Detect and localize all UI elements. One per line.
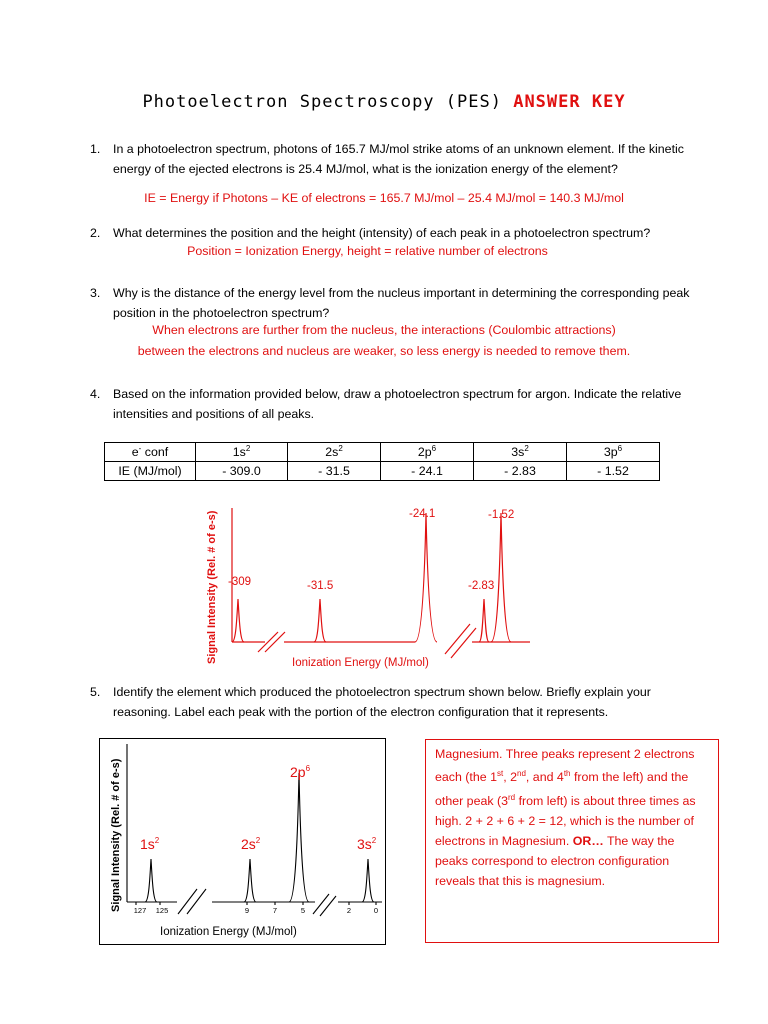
peak-label: -24.1 xyxy=(409,508,436,520)
table-cell: - 24.1 xyxy=(381,462,474,481)
tick-label: 125 xyxy=(155,906,169,915)
tick-label: 2 xyxy=(346,906,352,915)
table-row xyxy=(105,443,660,462)
table-cell: $2s^2$ xyxy=(288,443,381,462)
table-cell: - 2.83 xyxy=(474,462,567,481)
peak-2s xyxy=(244,859,256,902)
peak-label-3s: $3s^2$ xyxy=(357,836,377,852)
peak-argon-309 xyxy=(232,599,244,642)
question-1: 1. In a photoelectron spectrum, photons of 165.7 MJ/mol strike atoms of an unknown element. If the kinetic energy of the ejected electrons is 25.4 MJ/mol, what is the ionization energy of the element? xyxy=(90,142,684,176)
tick-label: 7 xyxy=(272,906,278,915)
table-header-cell: IE (MJ/mol) xyxy=(105,462,196,481)
table-cell: $3s^2$ xyxy=(474,443,567,462)
table-header-cell: e- conf xyxy=(105,443,196,462)
table-cell: - 309.0 xyxy=(196,462,288,481)
axis-break xyxy=(445,624,476,658)
peak-argon-24.1 xyxy=(415,513,437,642)
peak-label: -31.5 xyxy=(307,580,334,592)
answer-3-line-1: When electrons are further from the nucleus, the interactions (Coulombic attractions) xyxy=(152,323,616,337)
peak-2p xyxy=(289,773,309,902)
table-cell: - 1.52 xyxy=(567,462,660,481)
question-2: 2. What determines the position and the height (intensity) of each peak in a photoelectron spectrum? xyxy=(90,226,651,240)
peak-argon-2.83 xyxy=(479,599,489,642)
y-axis-title: Signal Intensity (Rel. # of e-s) xyxy=(110,758,122,912)
table-cell: - 31.5 xyxy=(288,462,381,481)
answer-box xyxy=(425,739,719,943)
argon-spectrum-chart xyxy=(190,492,530,674)
answer-3-line-2: between the electrons and nucleus are weaker, so less energy is needed to remove them. xyxy=(137,344,631,358)
peak-label: -1.52 xyxy=(488,509,515,521)
answer-2: Position = Ionization Energy, height = relative number of electrons xyxy=(187,244,548,258)
table-cell: $3p^6$ xyxy=(567,443,660,462)
page-title: Photoelectron Spectroscopy (PES) ANSWER KEY xyxy=(142,92,626,112)
peak-label: -309 xyxy=(228,576,252,588)
tick-label: 127 xyxy=(133,906,147,915)
peak-3s xyxy=(362,859,374,902)
peak-label-2s: $2s^2$ xyxy=(241,836,261,852)
peak-argon-1.52 xyxy=(491,513,511,642)
x-axis-title: Ionization Energy (MJ/mol) xyxy=(292,657,429,669)
x-axis-title: Ionization Energy (MJ/mol) xyxy=(160,926,297,938)
y-axis-title: Signal Intensity (Rel. # of e-s) xyxy=(206,510,218,664)
tick-label: 9 xyxy=(244,906,250,915)
question-3: 3. Why is the distance of the energy level from the nucleus important in determining the corresponding peak position in the photoelectron spectrum? xyxy=(90,286,690,320)
peak-label-1s: $1s^2$ xyxy=(140,836,160,852)
peak-argon-31.5 xyxy=(314,599,326,642)
answer-box-text: Magnesium. Three peaks represent 2 electrons each (the 1st, 2nd, and 4th from the left) and the other peak (3rd from left) is about three times as high. 2 + 2 + 6 + 2 = 12, which is the number of electrons in Magnesium. OR… The way the peaks correspond to electron configuration reveals that this is magnesium. xyxy=(435,747,696,889)
question-5: 5. Identify the element which produced the photoelectron spectrum shown below. Briefly explain your reasoning. Label each peak with the portion of the electron configuration that it represents. xyxy=(90,685,651,719)
argon-ie-table xyxy=(104,442,660,481)
unknown-spectrum-chart xyxy=(100,739,384,943)
peak-label: -2.83 xyxy=(468,580,495,592)
question-4: 4. Based on the information provided below, draw a photoelectron spectrum for argon. Indicate the relative intensities and positions of all peaks. xyxy=(90,387,682,421)
table-cell: $2p^6$ xyxy=(381,443,474,462)
tick-label: 5 xyxy=(300,906,306,915)
peak-1s xyxy=(145,859,157,902)
tick-label: 0 xyxy=(373,906,379,915)
table-cell: $1s^2$ xyxy=(196,443,288,462)
peak-label-2p: $2p^6$ xyxy=(290,764,311,780)
answer-key-label: ANSWER KEY xyxy=(513,92,626,112)
axis-break xyxy=(313,894,336,916)
axis-break xyxy=(178,889,206,914)
answer-1: IE = Energy if Photons – KE of electrons = 165.7 MJ/mol – 25.4 MJ/mol = 140.3 MJ/mol xyxy=(144,191,624,205)
table-row xyxy=(105,462,660,481)
